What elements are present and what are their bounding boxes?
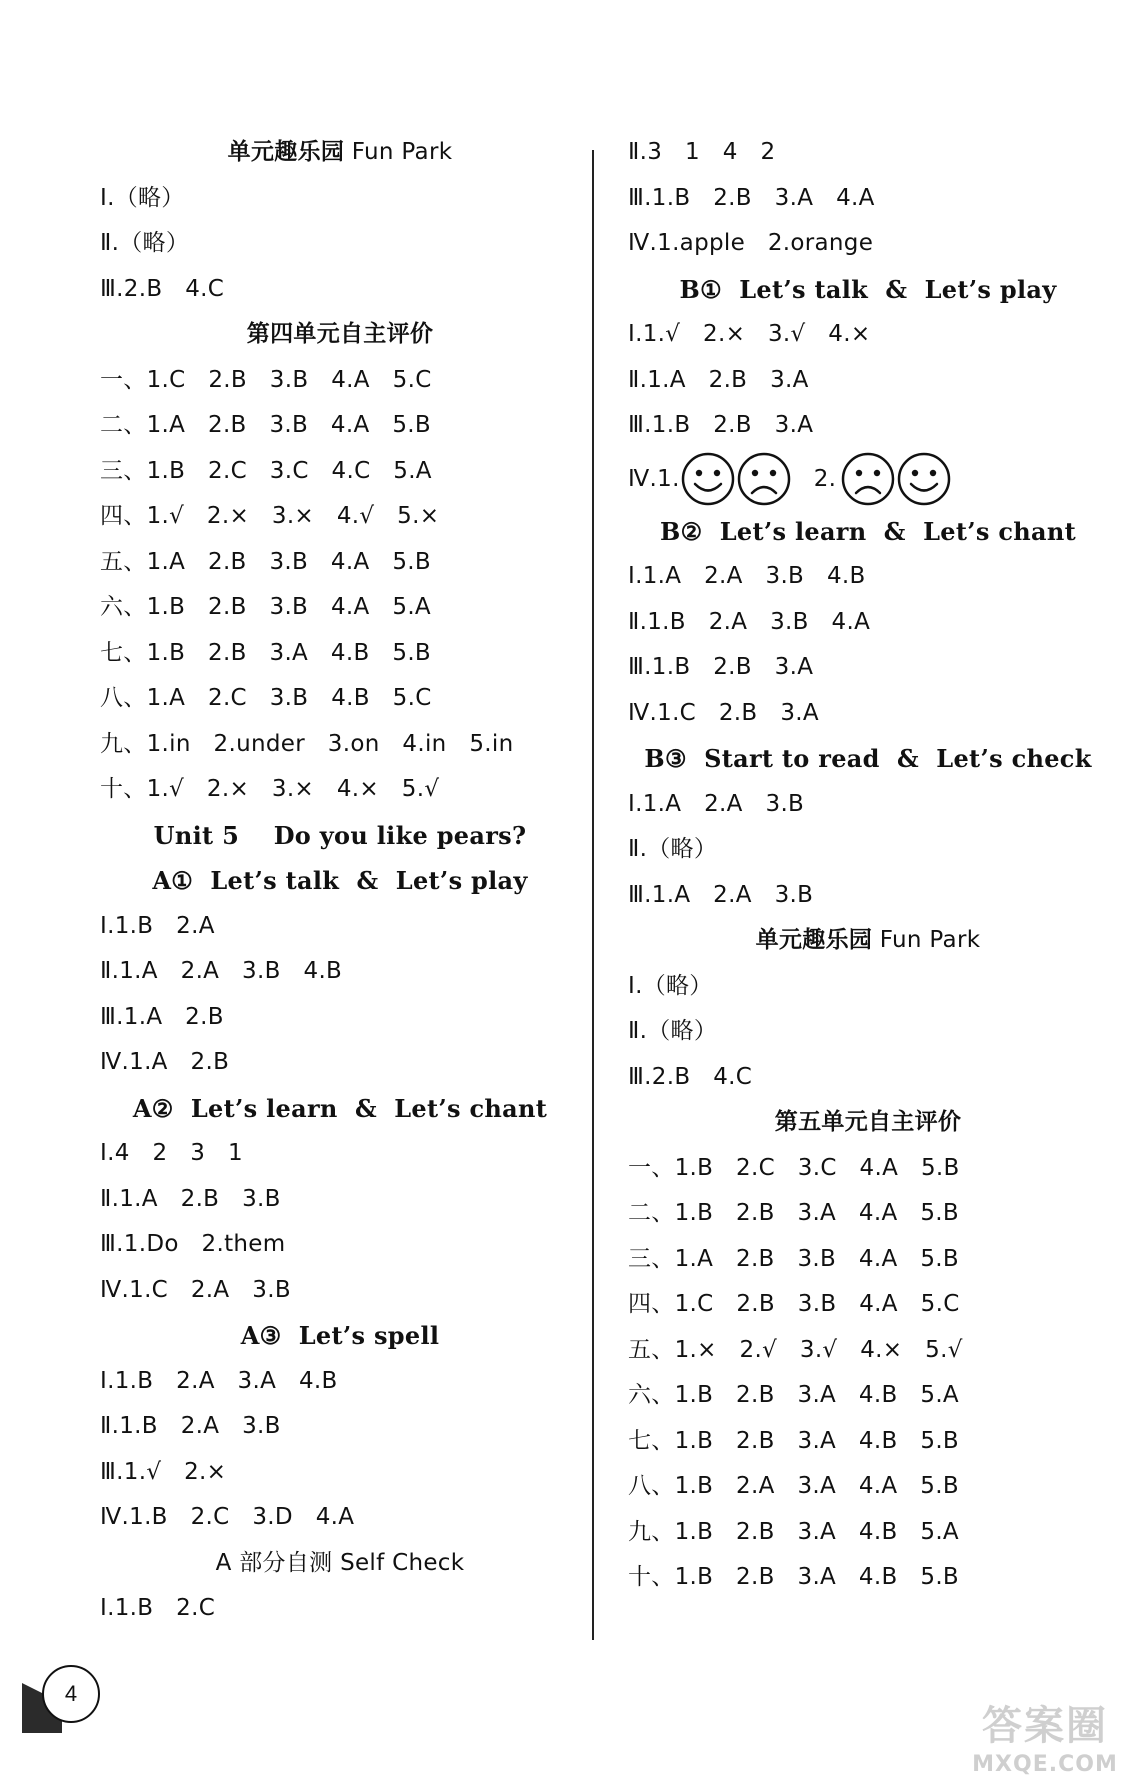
answer-line: 五、1.× 2.√ 3.√ 4.× 5.√ xyxy=(628,1336,963,1363)
sad-face-icon xyxy=(736,451,792,507)
sad-face-icon xyxy=(840,451,896,507)
answer-prefix: Ⅳ.1. xyxy=(628,465,680,492)
answer-mid-label: 2. xyxy=(813,465,837,492)
section-heading: Unit 5 Do you like pears? xyxy=(153,820,527,850)
heading-cn-text: 单元趣乐园 xyxy=(755,927,873,953)
answer-line: Ⅳ.1.C 2.B 3.A xyxy=(628,699,819,726)
heading-cn-text: 第四单元自主评价 xyxy=(246,321,434,347)
answer-line: Ⅰ.1.A 2.A 3.B xyxy=(628,790,805,817)
answer-line: 六、1.B 2.B 3.B 4.A 5.A xyxy=(100,594,431,620)
column-divider xyxy=(592,150,594,1640)
answer-line: Ⅱ.1.A 2.B 3.B xyxy=(100,1185,281,1212)
answer-line: Ⅰ.1.√ 2.× 3.√ 4.× xyxy=(628,321,871,347)
answer-line: Ⅲ.1.B 2.B 3.A xyxy=(628,654,814,680)
answer-line: 三、1.A 2.B 3.B 4.A 5.B xyxy=(628,1245,959,1272)
answer-line: 一、1.B 2.C 3.C 4.A 5.B xyxy=(628,1154,960,1181)
answer-line: Ⅲ.1.√ 2.× xyxy=(100,1458,227,1485)
answer-line: Ⅳ.1.C 2.A 3.B xyxy=(100,1276,291,1303)
answer-line: Ⅰ.1.B 2.A xyxy=(100,912,215,939)
face-answer-line xyxy=(628,449,1108,509)
watermark xyxy=(970,1700,1120,1786)
answer-line: 二、1.A 2.B 3.B 4.A 5.B xyxy=(100,412,431,438)
answer-line: Ⅰ.1.B 2.C xyxy=(100,1595,216,1621)
section-heading xyxy=(628,918,1108,964)
answer-line: Ⅲ.2.B 4.C xyxy=(100,275,225,302)
right-column xyxy=(628,130,1108,1601)
answer-line: 七、1.B 2.B 3.A 4.B 5.B xyxy=(628,1427,960,1454)
answer-line: 四、1.√ 2.× 3.× 4.√ 5.× xyxy=(100,503,440,529)
answer-line: Ⅰ.（略） xyxy=(628,972,713,999)
answer-line: Ⅱ.（略） xyxy=(628,1018,718,1044)
section-heading: A① Let’s talk & Let’s play xyxy=(152,866,528,895)
section-heading: B① Let’s talk & Let’s play xyxy=(679,274,1057,304)
answer-line: 二、1.B 2.B 3.A 4.A 5.B xyxy=(628,1200,959,1226)
happy-face-icon xyxy=(680,451,736,507)
answer-line: 五、1.A 2.B 3.B 4.A 5.B xyxy=(100,548,431,575)
answer-line: Ⅳ.1.B 2.C 3.D 4.A xyxy=(100,1504,355,1530)
section-heading xyxy=(100,312,580,358)
answer-line: Ⅳ.1.A 2.B xyxy=(100,1049,230,1075)
page-number: 4 xyxy=(42,1665,100,1723)
answer-line: Ⅱ.1.B 2.A 3.B xyxy=(100,1413,281,1439)
answer-line: 十、1.B 2.B 3.A 4.B 5.B xyxy=(628,1564,960,1590)
answer-line: 一、1.C 2.B 3.B 4.A 5.C xyxy=(100,366,432,393)
section-heading xyxy=(628,1100,1108,1146)
answer-line: 九、1.in 2.under 3.on 4.in 5.in xyxy=(100,730,514,757)
answer-line: 七、1.B 2.B 3.A 4.B 5.B xyxy=(100,639,432,666)
watermark-logo: 答案圈 xyxy=(982,1703,1108,1749)
section-heading: A③ Let’s spell xyxy=(240,1321,440,1350)
answer-line: Ⅱ.（略） xyxy=(100,230,190,256)
answer-line: Ⅰ.1.A 2.A 3.B 4.B xyxy=(628,563,866,589)
answer-line: 三、1.B 2.C 3.C 4.C 5.A xyxy=(100,457,432,484)
left-column xyxy=(100,130,580,1632)
answer-line: Ⅱ.3 1 4 2 xyxy=(628,139,776,165)
answer-line: Ⅱ.1.B 2.A 3.B 4.A xyxy=(628,608,871,635)
section-heading: B③ Start to read & Let’s check xyxy=(644,744,1092,773)
answer-line: Ⅲ.2.B 4.C xyxy=(628,1063,753,1090)
heading-cn-text: 第五单元自主评价 xyxy=(774,1109,962,1135)
answer-line: 四、1.C 2.B 3.B 4.A 5.C xyxy=(628,1291,960,1317)
section-heading xyxy=(100,130,580,176)
answer-line: Ⅲ.1.B 2.B 3.A xyxy=(628,412,814,438)
happy-face-icon xyxy=(896,451,952,507)
page-number-badge xyxy=(20,1665,100,1735)
heading-cn-text: 单元趣乐园 xyxy=(227,139,345,165)
watermark-url: MXQE.COM xyxy=(972,1752,1118,1777)
answer-line: Ⅰ.4 2 3 1 xyxy=(100,1140,243,1166)
heading-en-text: Fun Park xyxy=(872,927,981,953)
answer-line: Ⅲ.1.Do 2.them xyxy=(100,1231,286,1257)
answer-line: 十、1.√ 2.× 3.× 4.× 5.√ xyxy=(100,776,440,802)
answer-line: 八、1.B 2.A 3.A 4.A 5.B xyxy=(628,1473,959,1499)
heading-en-text: Fun Park xyxy=(344,139,453,165)
answer-line: Ⅳ.1.apple 2.orange xyxy=(628,230,874,256)
answer-line: Ⅰ.1.B 2.A 3.A 4.B xyxy=(100,1367,338,1394)
section-heading: A② Let’s learn & Let’s chant xyxy=(132,1093,548,1123)
answer-line: Ⅱ.1.A 2.B 3.A xyxy=(628,366,809,393)
answer-line: Ⅲ.1.A 2.A 3.B xyxy=(628,881,814,908)
answer-line: 六、1.B 2.B 3.A 4.B 5.A xyxy=(628,1382,959,1408)
answer-line: Ⅱ.（略） xyxy=(628,836,718,862)
answer-line: 八、1.A 2.C 3.B 4.B 5.C xyxy=(100,685,432,711)
answer-line: 九、1.B 2.B 3.A 4.B 5.A xyxy=(628,1518,959,1545)
answer-line: Ⅲ.1.A 2.B xyxy=(100,1003,224,1030)
answer-line: Ⅱ.1.A 2.A 3.B 4.B xyxy=(100,958,343,984)
section-heading: B② Let’s learn & Let’s chant xyxy=(660,516,1076,546)
answer-line: Ⅲ.1.B 2.B 3.A 4.A xyxy=(628,184,875,211)
answer-line: Ⅰ.（略） xyxy=(100,184,185,211)
section-heading: A 部分自测 Self Check xyxy=(215,1549,465,1576)
